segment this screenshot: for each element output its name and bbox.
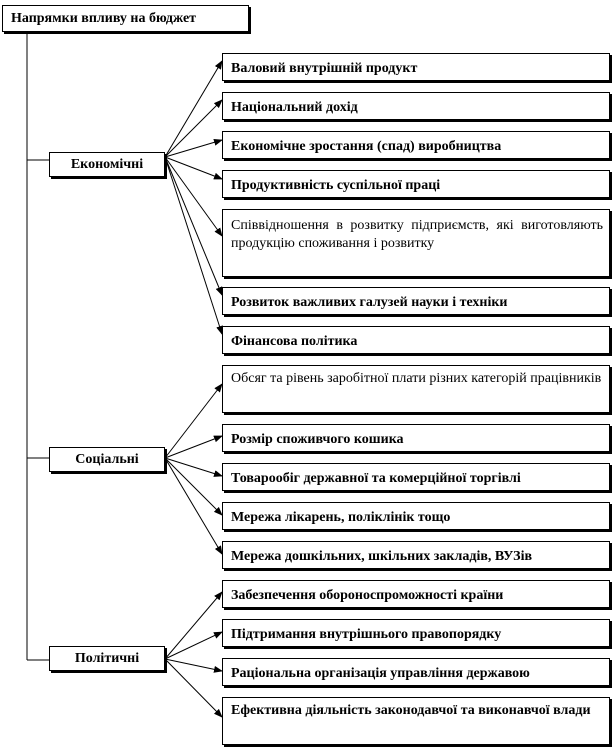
- arrow-g2-0: [165, 592, 222, 659]
- item-schools: Мережа дошкільних, шкільних закладів, ВУЗів: [222, 541, 610, 569]
- item-legislative-executive: Ефективна діяльність законодавчої та виконавчої влади: [222, 697, 610, 745]
- arrow-g0-4: [165, 157, 222, 236]
- item-hospitals: Мережа лікарень, поліклінік тощо: [222, 502, 610, 530]
- arrow-g0-6: [165, 157, 222, 334]
- item-wages: Обсяг та рівень заробітної плати різних категорій працівників: [222, 365, 610, 413]
- category-social: Соціальні: [49, 447, 165, 472]
- arrow-g2-3: [165, 659, 222, 717]
- item-law-order: Підтримання внутрішнього правопорядку: [222, 619, 610, 647]
- arrow-g2-1: [165, 632, 222, 659]
- item-defense: Забезпечення обороноспроможності країни: [222, 580, 610, 608]
- diagram-title: Напрямки впливу на бюджет: [2, 5, 249, 32]
- item-enterprise-development-ratio: Співвідношення в розвитку підприємств, які виготовляють продукцію споживання і розвитку: [222, 209, 610, 277]
- item-financial-policy: Фінансова політика: [222, 326, 610, 354]
- item-national-income: Національний дохід: [222, 92, 610, 120]
- item-trade-turnover: Товарообіг державної та комерційної торгівлі: [222, 463, 610, 491]
- item-economic-growth: Економічне зростання (спад) виробництва: [222, 131, 610, 159]
- arrow-g2-2: [165, 659, 222, 671]
- item-gdp: Валовий внутрішній продукт: [222, 53, 610, 81]
- item-consumer-basket: Розмір споживчого кошика: [222, 424, 610, 452]
- category-economic: Економічні: [49, 152, 165, 177]
- item-science-technology: Розвиток важливих галузей науки і техніки: [222, 287, 610, 315]
- item-labor-productivity: Продуктивність суспільної праці: [222, 170, 610, 198]
- category-political: Політичні: [49, 646, 165, 671]
- arrow-g0-5: [165, 157, 222, 295]
- item-state-management: Раціональна організація управління державою: [222, 658, 610, 686]
